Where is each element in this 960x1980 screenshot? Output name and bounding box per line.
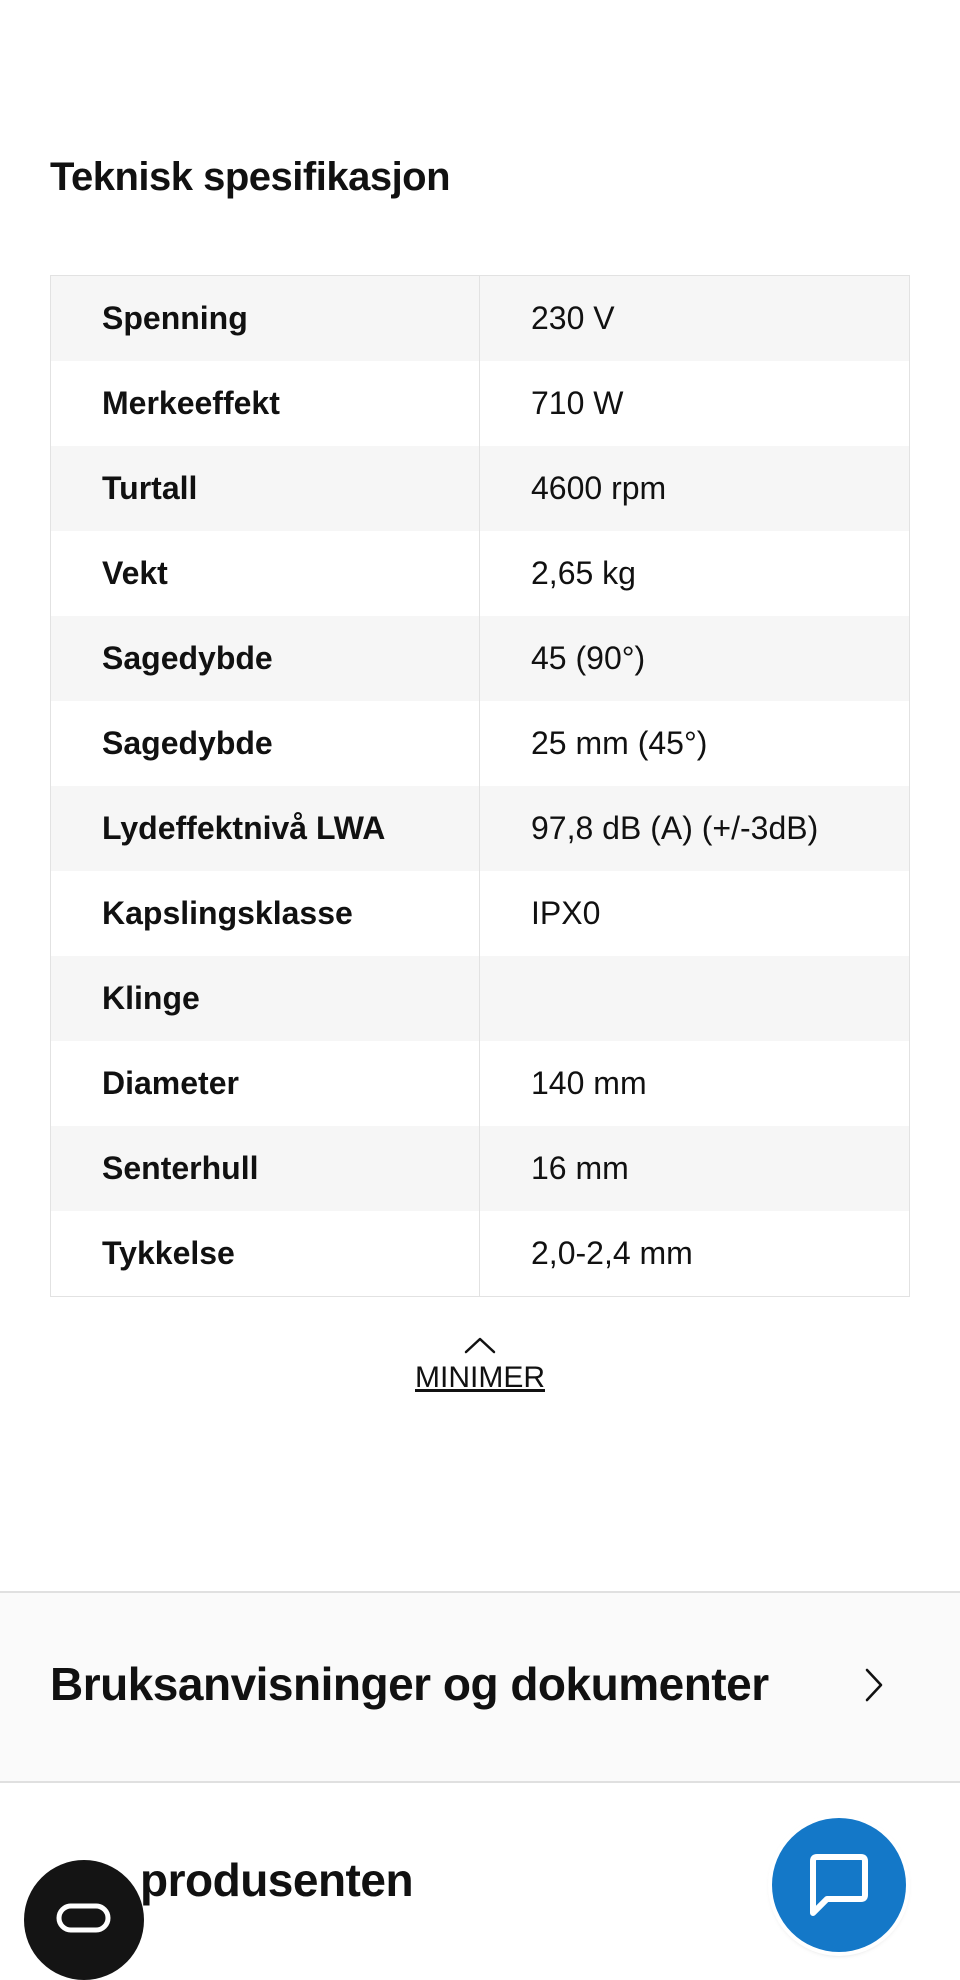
manufacturer-title[interactable]: produsenten <box>140 1854 414 1906</box>
spec-table <box>50 275 910 1297</box>
spec-value: 16 mm <box>531 1150 629 1186</box>
documents-accordion[interactable] <box>0 1593 960 1781</box>
chat-button[interactable] <box>772 1818 906 1952</box>
spec-value: 710 W <box>531 385 624 421</box>
spec-label: Klinge <box>51 956 480 1041</box>
spec-value: 140 mm <box>531 1065 647 1101</box>
spec-label: Diameter <box>51 1041 480 1126</box>
spec-label: Tykkelse <box>51 1211 480 1296</box>
spec-label: Sagedybde <box>51 616 480 701</box>
accessibility-button[interactable] <box>24 1860 144 1980</box>
minimize-button[interactable] <box>380 1335 580 1395</box>
spec-row-sagedybde-90 <box>51 616 909 701</box>
spec-row-vekt <box>51 531 909 616</box>
accessibility-toggle-icon <box>54 1900 116 1936</box>
spec-value: 97,8 dB (A) (+/-3dB) <box>531 810 819 846</box>
spec-label: Vekt <box>51 531 480 616</box>
spec-row-senterhull <box>51 1126 909 1211</box>
chevron-right-icon <box>862 1665 886 1705</box>
spec-value: 230 V <box>531 300 615 336</box>
spec-row-tykkelse <box>51 1211 909 1296</box>
spec-label: Lydeffektnivå LWA <box>51 786 480 871</box>
spec-row-sagedybde-45 <box>51 701 909 786</box>
spec-row-diameter <box>51 1041 909 1126</box>
spec-row-merkeeffekt <box>51 361 909 446</box>
minimize-label[interactable]: MINIMER <box>415 1361 545 1394</box>
spec-label: Turtall <box>51 446 480 531</box>
spec-value: 45 (90°) <box>531 640 646 676</box>
spec-value: 2,0-2,4 mm <box>531 1235 693 1271</box>
spec-label: Sagedybde <box>51 701 480 786</box>
chevron-up-icon <box>464 1335 496 1355</box>
documents-title[interactable]: Bruksanvisninger og dokumenter <box>50 1658 769 1710</box>
spec-row-kapslingsklasse <box>51 871 909 956</box>
spec-value: 4600 rpm <box>531 470 667 506</box>
spec-value: 25 mm (45°) <box>531 725 708 761</box>
spec-row-klinge <box>51 956 909 1041</box>
spec-row-spenning <box>51 276 909 361</box>
spec-row-turtall <box>51 446 909 531</box>
spec-row-lydeffektniva <box>51 786 909 871</box>
chat-bubble-icon <box>803 1849 875 1921</box>
spec-label: Kapslingsklasse <box>51 871 480 956</box>
spec-label: Merkeeffekt <box>51 361 480 446</box>
spec-heading: Teknisk spesifikasjon <box>50 155 451 199</box>
spec-value <box>480 956 909 1041</box>
spec-label: Senterhull <box>51 1126 480 1211</box>
spec-value: 2,65 kg <box>531 555 636 591</box>
spec-value: IPX0 <box>531 895 601 931</box>
spec-label: Spenning <box>51 276 480 361</box>
